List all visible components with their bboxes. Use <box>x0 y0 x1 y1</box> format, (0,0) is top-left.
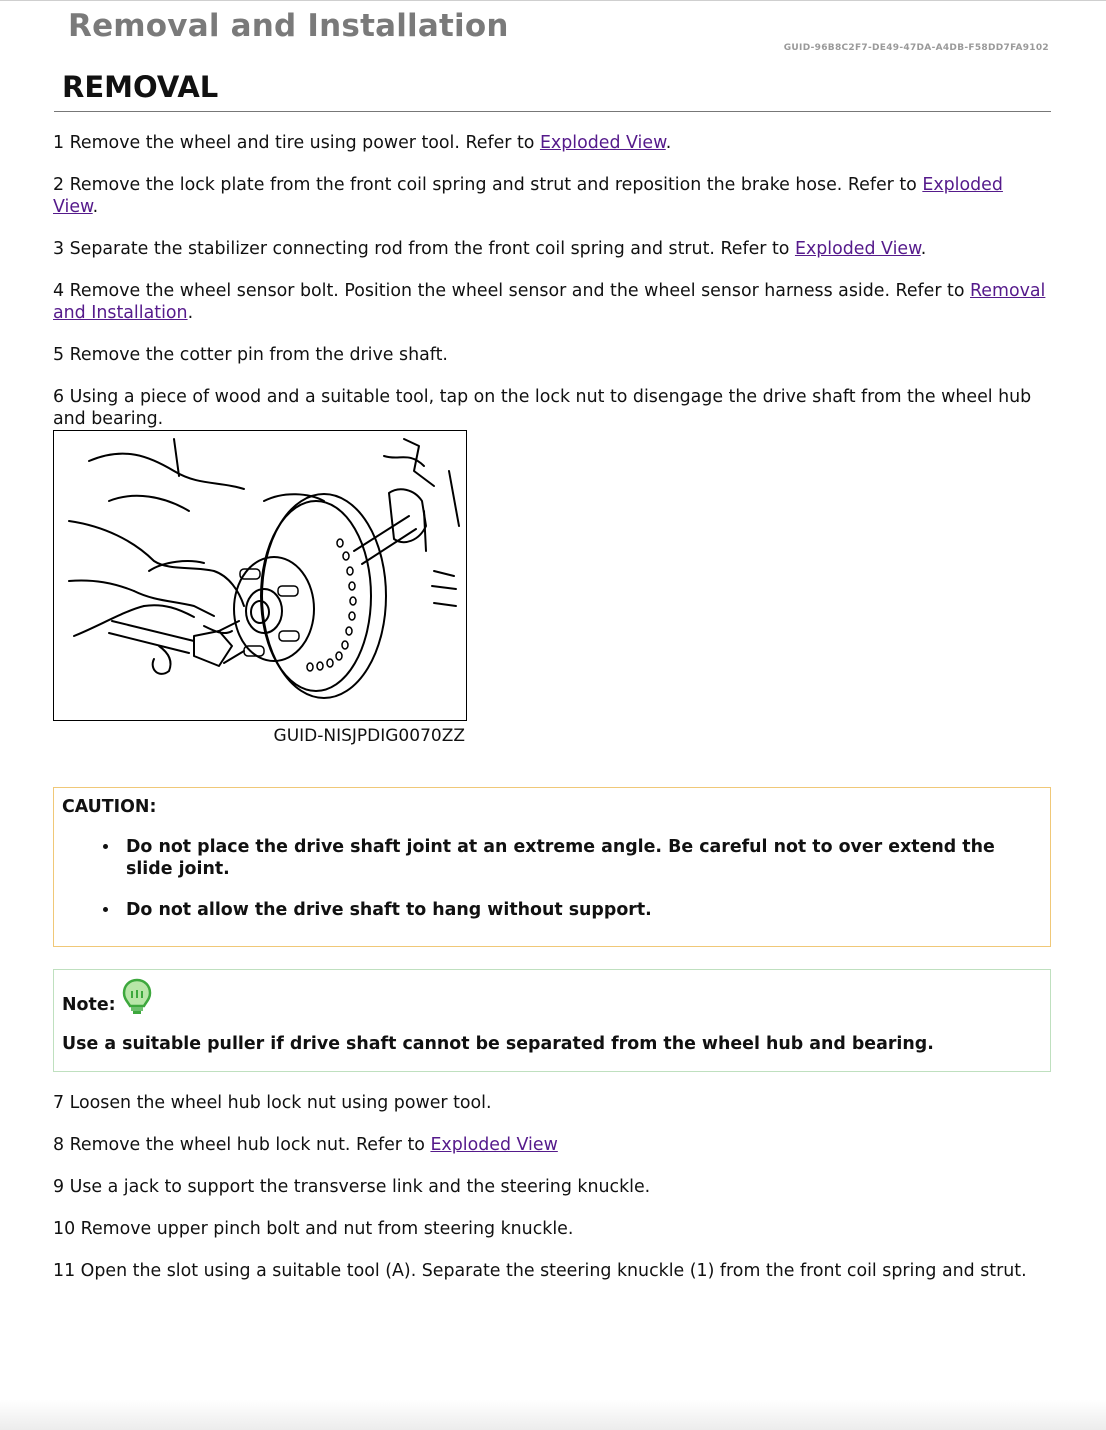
exploded-view-link[interactable]: Exploded View <box>430 1135 558 1155</box>
note-box <box>53 969 1051 1072</box>
drive-shaft-hub-drawing <box>54 431 466 720</box>
exploded-view-link[interactable]: Exploded View <box>539 133 666 153</box>
procedure-content <box>53 132 1051 1302</box>
steps-before-list <box>53 132 1051 430</box>
exploded-view-link[interactable]: Exploded View <box>53 175 1003 217</box>
exploded-view-link[interactable]: Exploded View <box>794 239 921 259</box>
caution-item: • Do not allow the drive shaft to hang without support. <box>120 899 1042 921</box>
step-10: 10 Remove upper pinch bolt and nut from steering knuckle. <box>53 1219 574 1239</box>
step-11: 11 Open the slot using a suitable tool (A). Separate the steering knuckle (1) from the front coil spring and strut. <box>53 1261 1027 1281</box>
caution-box <box>53 787 1051 947</box>
caution-list <box>62 836 1042 921</box>
removal-installation-link[interactable]: Removal and Installation <box>53 281 1046 323</box>
step-5: 5 Remove the cotter pin from the drive shaft. <box>53 345 448 365</box>
step-8: 8 Remove the wheel hub lock nut. Refer to Exploded View <box>53 1135 558 1155</box>
lightbulb-icon <box>122 978 152 1016</box>
note-label: Note: <box>62 995 116 1015</box>
page-title: Removal and Installation <box>68 8 509 44</box>
note-text: Use a suitable puller if drive shaft cannot be separated from the wheel hub and bearing. <box>62 1034 934 1054</box>
document-guid: GUID-96B8C2F7-DE49-47DA-A4DB-F58DD7FA9102 <box>783 43 1049 53</box>
section-heading: REMOVAL <box>62 70 219 104</box>
step-7: 7 Loosen the wheel hub lock nut using power tool. <box>53 1093 492 1113</box>
step-3: 3 Separate the stabilizer connecting rod from the front coil spring and strut. Refer to Exploded View. <box>53 239 927 259</box>
step-1: 1 Remove the wheel and tire using power tool. Refer to Exploded View. <box>53 133 672 153</box>
step-6: 6 Using a piece of wood and a suitable tool, tap on the lock nut to disengage the drive shaft from the wheel hub and bearing. <box>53 387 1032 429</box>
hub-tapping-illustration <box>53 430 467 721</box>
note-header <box>62 978 1042 1016</box>
section-divider <box>54 111 1051 112</box>
step-4: 4 Remove the wheel sensor bolt. Position the wheel sensor and the wheel sensor harness aside. Refer to Removal and Installation. <box>53 281 1046 323</box>
steps-after-list <box>53 1092 1051 1282</box>
caution-label: CAUTION: <box>62 797 157 817</box>
page-bottom-shadow <box>0 1400 1106 1430</box>
step-9: 9 Use a jack to support the transverse link and the steering knuckle. <box>53 1177 651 1197</box>
caution-item: • Do not place the drive shaft joint at an extreme angle. Be careful not to over extend the slide joint. <box>120 836 1042 880</box>
step-2: 2 Remove the lock plate from the front coil spring and strut and reposition the brake hose. Refer to Exploded View. <box>53 175 1003 217</box>
top-border <box>0 0 1106 1</box>
figure-caption: GUID-NISJPDIG0070ZZ <box>273 726 465 746</box>
